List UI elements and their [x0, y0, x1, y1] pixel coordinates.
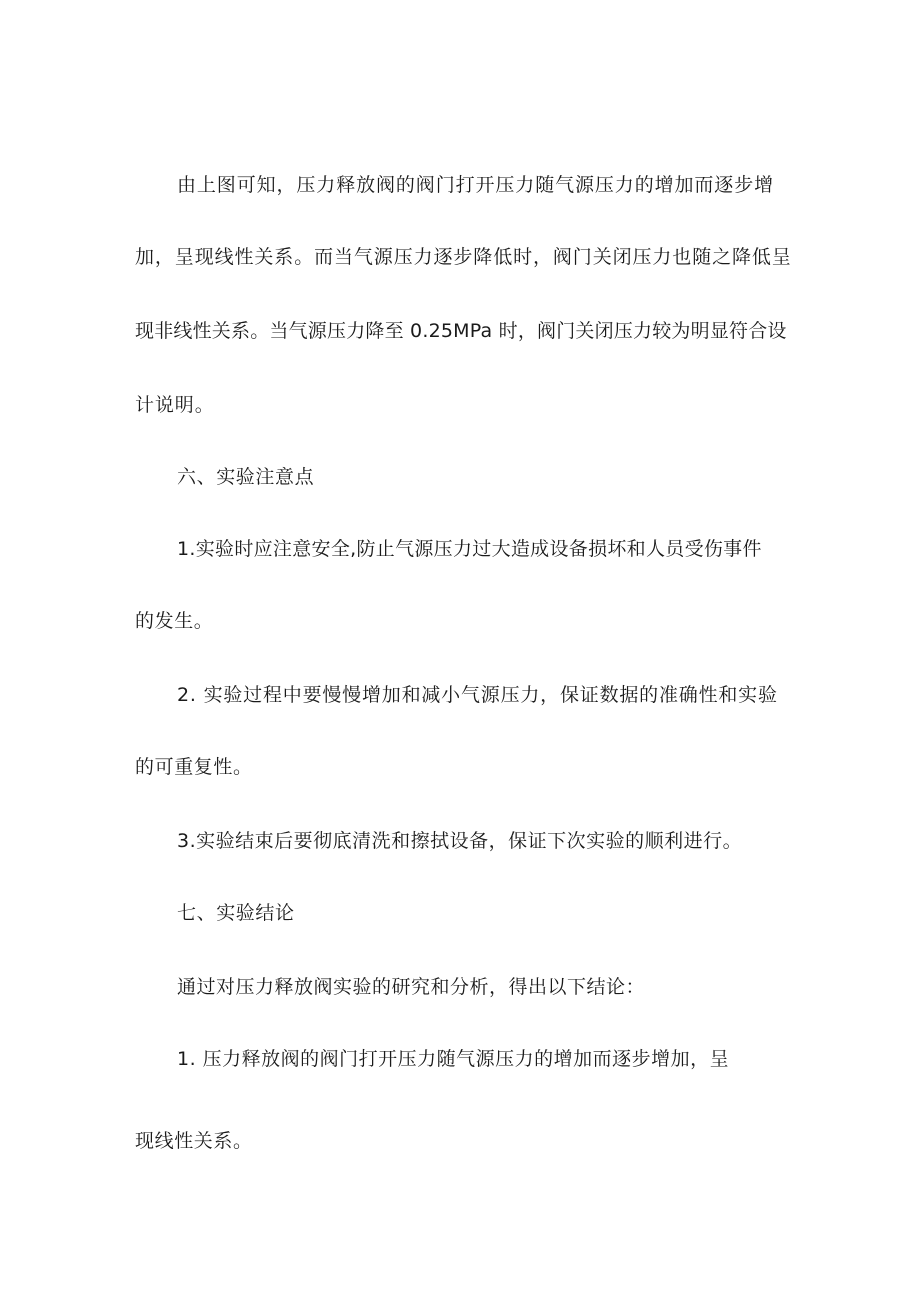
- section-7-heading: 七、实验结论: [177, 902, 295, 924]
- paragraph-line: 由上图可知，压力释放阀的阀门打开压力随气源压力的增加而逐步增: [177, 174, 775, 196]
- conclusion-intro: 通过对压力释放阀实验的研究和分析，得出以下结论：: [177, 976, 646, 998]
- list-item-line: 的可重复性。: [135, 756, 253, 778]
- list-item-line: 1. 压力释放阀的阀门打开压力随气源压力的增加而逐步增加，呈: [177, 1048, 730, 1070]
- list-item-line: 现线性关系。: [135, 1130, 253, 1152]
- list-item-line: 的发生。: [135, 610, 214, 632]
- list-item-line: 1.实验时应注意安全,防止气源压力过大造成设备损坏和人员受伤事件: [177, 538, 762, 560]
- list-item-line: 2. 实验过程中要慢慢增加和减小气源压力，保证数据的准确性和实验: [177, 684, 778, 706]
- section-6-heading: 六、实验注意点: [177, 466, 315, 488]
- paragraph-line: 现非线性关系。当气源压力降至 0.25MPa 时，阀门关闭压力较为明显符合设: [135, 320, 787, 342]
- paragraph-line: 计说明。: [135, 394, 215, 416]
- list-item-line: 3.实验结束后要彻底清洗和擦拭设备，保证下次实验的顺利进行。: [177, 830, 743, 852]
- paragraph-line: 加，呈现线性关系。而当气源压力逐步降低时，阀门关闭压力也随之降低呈: [135, 246, 792, 268]
